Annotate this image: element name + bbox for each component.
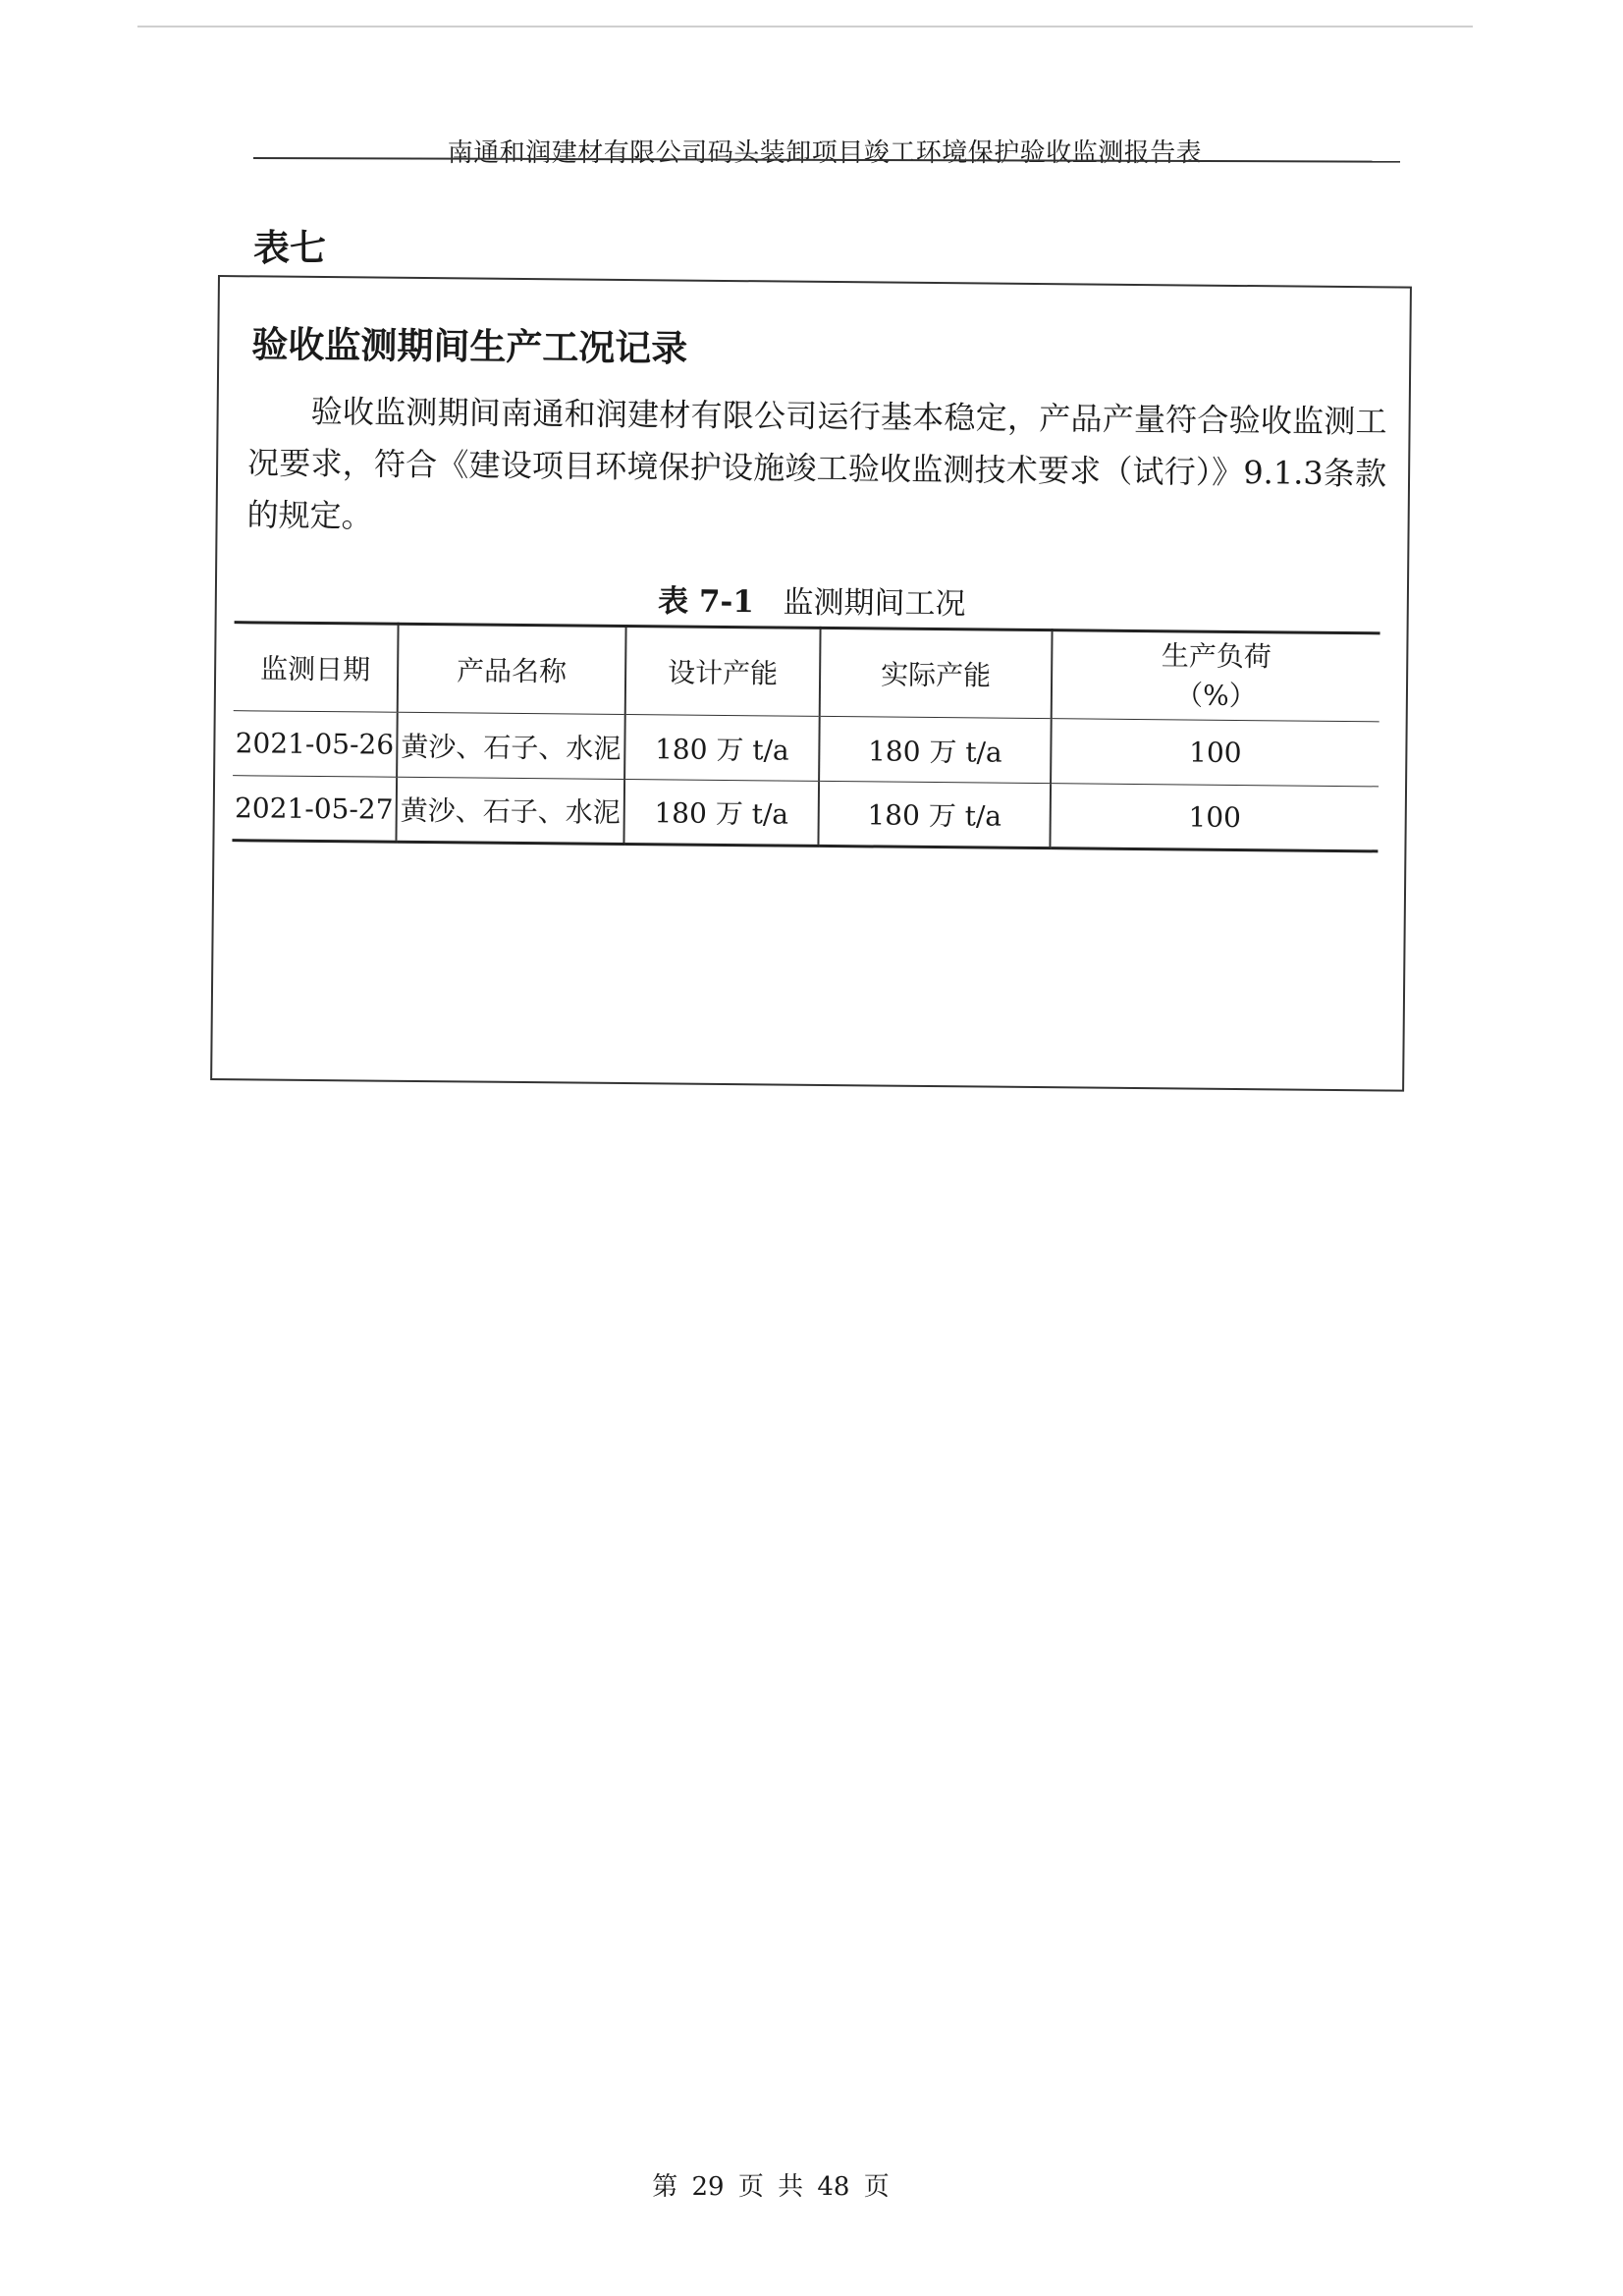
section-label: 表七 [253, 226, 326, 269]
cell-actual-capacity: 180 万 t/a [819, 716, 1052, 783]
header-product: 产品名称 [398, 624, 626, 714]
cell-date: 2021-05-27 [232, 776, 397, 843]
header-actual-capacity: 实际产能 [820, 628, 1053, 718]
frame-paragraph: 验收监测期间南通和润建材有限公司运行基本稳定，产品产量符合验收监测工况要求，符合《建设项目环境保护设施竣工验收监测技术要求（试行）》9.1.3条款的规定。 [246, 392, 1387, 535]
table-caption [217, 572, 1407, 628]
header-load-line2: （%） [1174, 679, 1257, 713]
header-load-line1: 生产负荷 [1161, 639, 1271, 674]
scan-page-edge [137, 0, 1473, 27]
cell-date: 2021-05-26 [233, 711, 398, 778]
header-design-capacity: 设计产能 [625, 627, 821, 717]
cell-load: 100 [1051, 719, 1380, 787]
cell-product: 黄沙、石子、水泥 [396, 777, 624, 844]
header-load [1052, 630, 1380, 722]
table-header-row [234, 623, 1380, 722]
cell-design-capacity: 180 万 t/a [624, 715, 820, 782]
cell-load: 100 [1050, 784, 1379, 851]
table-caption-title: 监测期间工况 [783, 584, 966, 623]
cell-product: 黄沙、石子、水泥 [397, 712, 625, 779]
table-row [233, 711, 1380, 787]
cell-design-capacity: 180 万 t/a [623, 779, 819, 846]
table-row [232, 776, 1379, 851]
content-frame [210, 275, 1412, 1092]
cell-actual-capacity: 180 万 t/a [818, 781, 1051, 847]
header-date: 监测日期 [234, 623, 399, 713]
page-footer: 第 29 页 共 48 页 [652, 2172, 890, 2202]
monitoring-conditions-table [232, 621, 1380, 852]
table-caption-number: 表 7-1 [657, 583, 755, 621]
frame-title: 验收监测期间生产工况记录 [251, 322, 688, 370]
running-header: 南通和润建材有限公司码头装卸项目竣工环境保护验收监测报告表 [447, 138, 1203, 168]
